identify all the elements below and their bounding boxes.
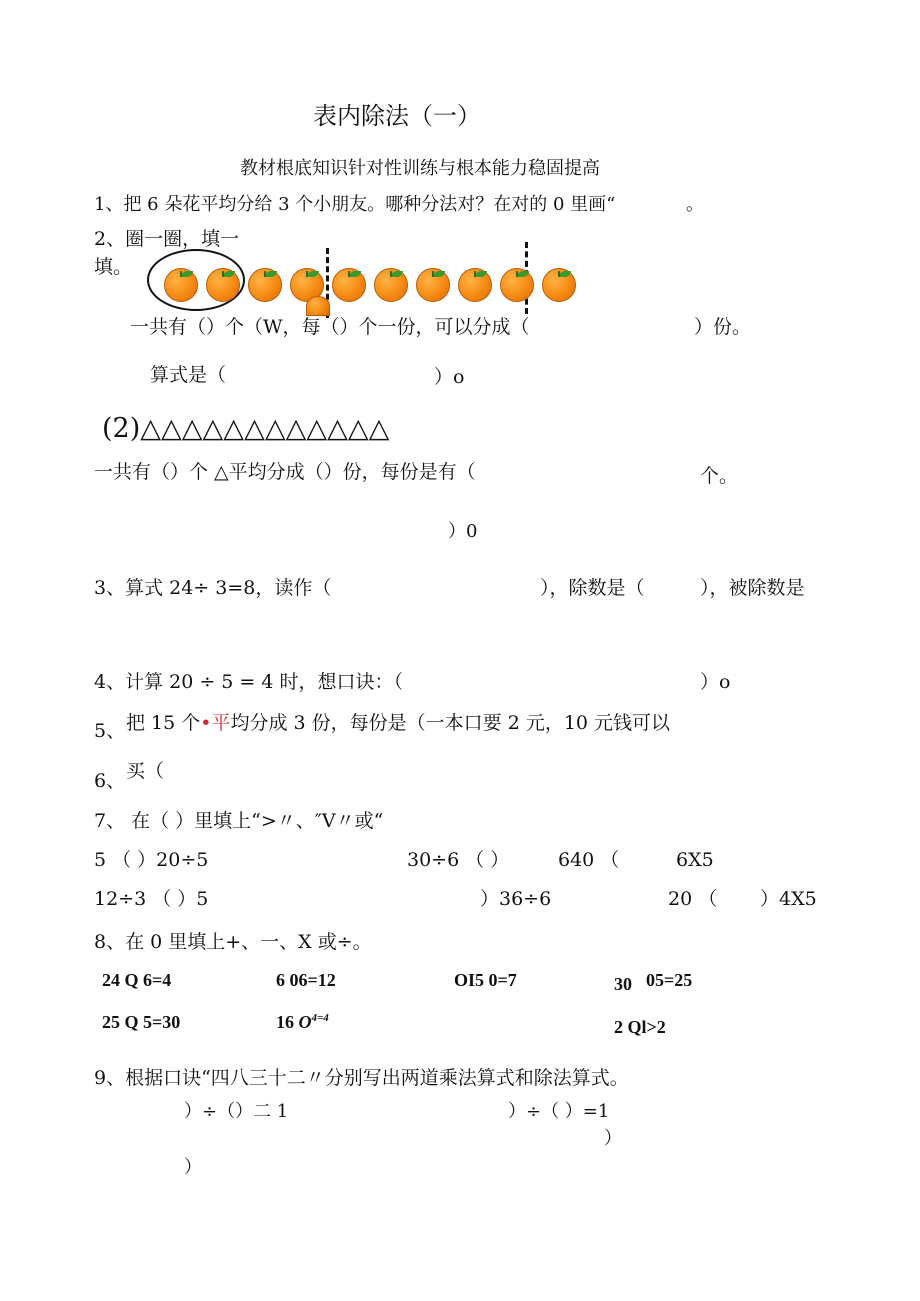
q8-row1-item3: OI5 0=7	[454, 970, 517, 990]
orange-icon	[248, 268, 282, 302]
orange-icon	[332, 268, 366, 302]
q7-row1-col4: 6X5	[676, 849, 714, 871]
q9-division-2: ）÷（ ）=1	[508, 1101, 610, 1122]
question-4-end: ）o	[700, 671, 731, 693]
question-6-number: 6、	[94, 770, 126, 792]
page-subtitle: 教材根底知识针对性训练与根本能力稳固提高	[240, 158, 600, 179]
q8-row1-item4: 30	[614, 974, 632, 994]
orange-icon	[416, 268, 450, 302]
q7-row2-col4: ）4X5	[760, 888, 817, 910]
question-2b-fill-end: 个。	[700, 465, 739, 487]
question-6: 买（	[126, 760, 165, 782]
q9-close-1: ）	[604, 1128, 622, 1149]
q8-row2-item1: 25 Q 5=30	[102, 1012, 181, 1032]
question-4: 4、计算 20 ÷ 5 = 4 时，想口诀：（	[94, 671, 404, 693]
page-title: 表内除法（一）	[313, 102, 481, 130]
q9-division-1: ）÷（）二 1	[184, 1101, 289, 1122]
orange-icon	[206, 268, 240, 302]
question-2b-fill: 一共有（）个 △平均分成（）份，每份是有（	[94, 461, 476, 483]
question-5-number: 5、	[94, 720, 126, 742]
q8-row1-item2: 6 06=12	[276, 970, 336, 990]
orange-row	[158, 262, 578, 306]
q8-row1-item1: 24 Q 6=4	[102, 970, 172, 990]
q7-row1-col2: 30÷6 （ ）	[407, 849, 510, 871]
question-7: 7、 在（ ）里填上“>〃、″V〃或“	[94, 810, 384, 832]
q7-row2-col2: ）36÷6	[480, 888, 552, 910]
q9-close-2: ）	[184, 1157, 202, 1178]
question-3-part-a: 3、算式 24÷ 3=8，读作（	[94, 577, 332, 599]
q7-row1-col3: 640 （	[558, 849, 620, 871]
question-2b-triangles: (2)△△△△△△△△△△△△	[102, 413, 390, 444]
q7-row1-col1: 5 （ ）20÷5	[94, 849, 209, 871]
orange-icon	[500, 268, 534, 302]
q8-row1-item5: 05=25	[646, 970, 693, 990]
question-9: 9、根据口诀“四八三十二〃分别写出两道乘法算式和除法算式。	[94, 1067, 629, 1089]
orange-icon	[458, 268, 492, 302]
question-2-line1: 2、圈一圈，填一	[94, 228, 240, 250]
question-3-part-b: ），除数是（	[540, 577, 645, 599]
q7-row2-col3: 20 （	[668, 888, 718, 910]
question-2-formula: 算式是（	[150, 364, 227, 386]
question-5: 把 15 个•平均分成 3 份，每份是（一本口要 2 元，10 元钱可以	[126, 712, 671, 734]
q7-row2-col1: 12÷3 （ ）5	[94, 888, 209, 910]
q8-row2-item2: 16 $O^{4=4}$	[276, 1012, 329, 1032]
q8-row2-item3: 2 Ql>2	[614, 1017, 666, 1037]
question-2-fill-1-end: ）份。	[694, 316, 752, 338]
orange-icon	[542, 268, 576, 302]
question-2b-close: ）0	[448, 521, 478, 542]
orange-icon	[164, 268, 198, 302]
question-2-formula-end: ）o	[434, 366, 465, 388]
question-8: 8、在 0 里填上+、一、X 或÷。	[94, 931, 372, 953]
question-2-fill-1: 一共有（）个（W，每（）个一份，可以分成（	[130, 316, 530, 338]
orange-icon	[306, 296, 330, 316]
question-1: 1、把 6 朵花平均分给 3 个小朋友。哪种分法对？在对的 0 里画“	[94, 194, 616, 215]
question-1-end: 。	[686, 194, 704, 215]
orange-icon	[374, 268, 408, 302]
question-2-line2: 填。	[94, 256, 133, 278]
question-3-part-c: ），被除数是	[700, 577, 805, 599]
